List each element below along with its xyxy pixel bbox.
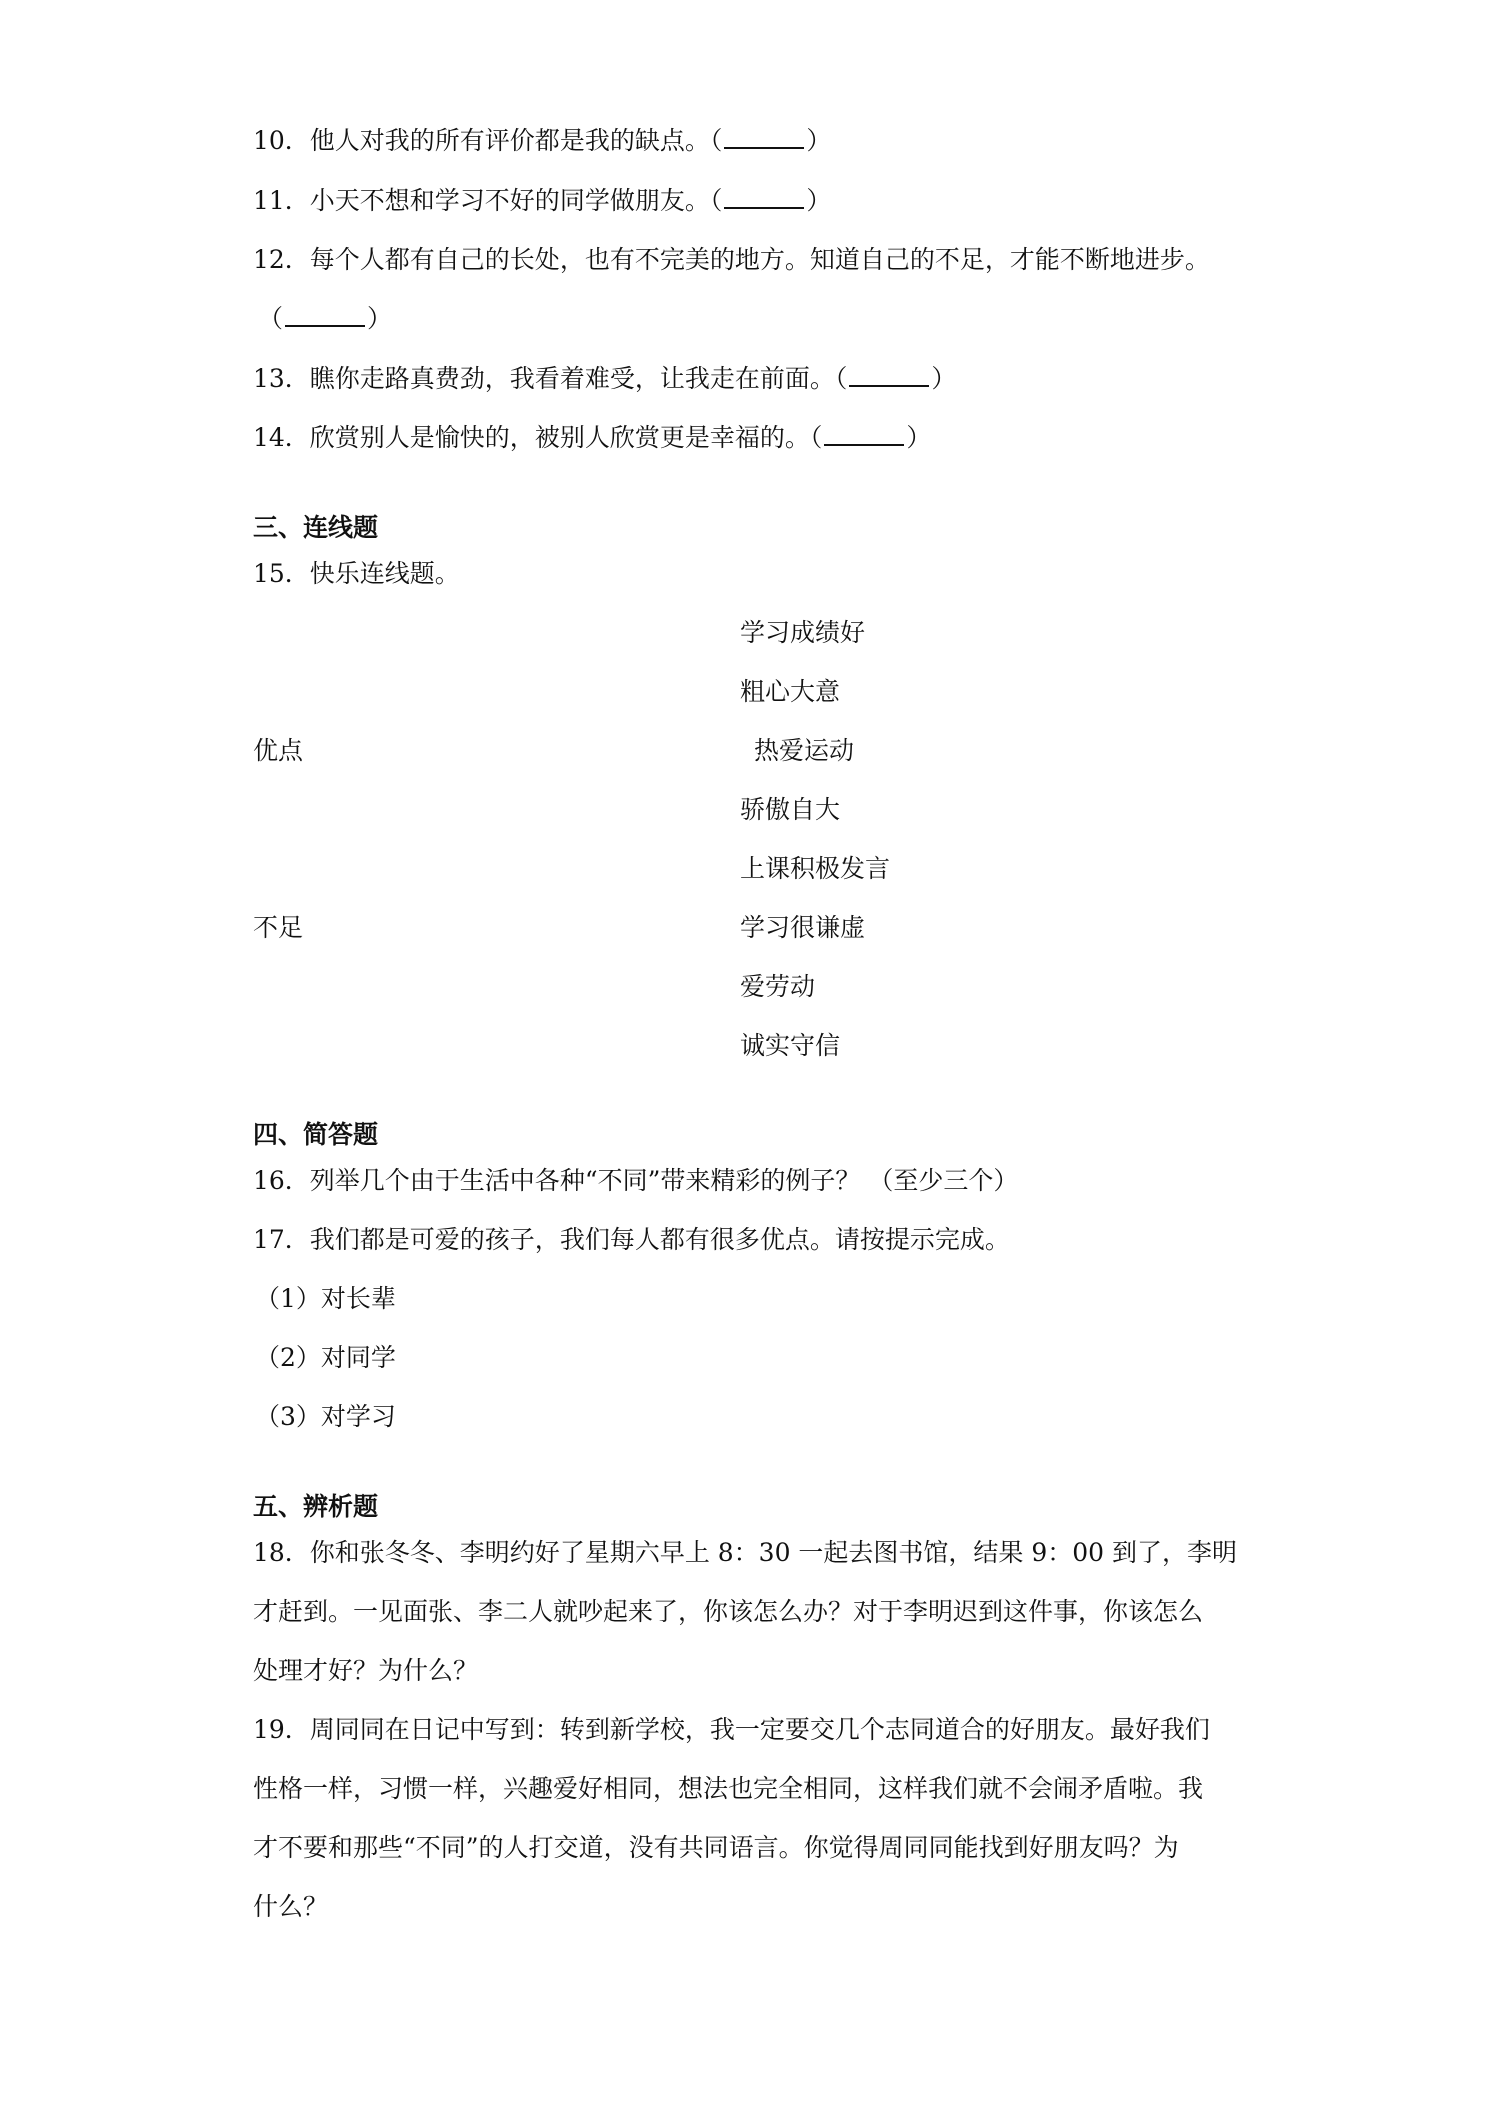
question-17-sub-1: （1）对长辈 (255, 1284, 396, 1313)
question-10: 10．他人对我的所有评价都是我的缺点。（ ） (253, 126, 832, 155)
section-heading-analysis: 五、辨析题 (253, 1492, 379, 1521)
match-right-item[interactable]: 粗心大意 (740, 677, 841, 706)
question-12-answer: （ ） (258, 304, 393, 333)
question-18-line-2: 才赶到。一见面张、李二人就吵起来了，你该怎么办？对于李明迟到这件事，你该怎么 (253, 1597, 1204, 1626)
section-heading-short-answer: 四、简答题 (253, 1120, 379, 1149)
question-18-line-1: 18．你和张冬冬、李明约好了星期六早上 8：30 一起去图书馆，结果 9：00 到了，李明 (253, 1538, 1238, 1567)
match-right-item[interactable]: 爱劳动 (740, 972, 816, 1001)
match-right-item[interactable]: 热爱运动 (754, 736, 855, 765)
question-11: 11．小天不想和学习不好的同学做朋友。（ ） (253, 186, 832, 215)
match-right-item[interactable]: 诚实守信 (740, 1031, 841, 1060)
question-17-sub-3: （3）对学习 (255, 1402, 396, 1431)
answer-blank[interactable] (849, 363, 929, 387)
question-18-line-3: 处理才好？为什么？ (253, 1656, 479, 1685)
section-heading-matching: 三、连线题 (253, 513, 379, 542)
match-right-item[interactable]: 骄傲自大 (740, 795, 841, 824)
question-15: 15．快乐连线题。 (253, 559, 460, 588)
question-13: 13．瞧你走路真费劲，我看着难受，让我走在前面。（ ） (253, 364, 957, 393)
question-19-line-3: 才不要和那些“不同”的人打交道，没有共同语言。你觉得周同同能找到好朋友吗？为 (253, 1833, 1179, 1862)
question-19-line-2: 性格一样，习惯一样，兴趣爱好相同，想法也完全相同，这样我们就不会闹矛盾啦。我 (253, 1774, 1204, 1803)
question-14: 14．欣赏别人是愉快的，被别人欣赏更是幸福的。（ ） (253, 423, 932, 452)
match-right-item[interactable]: 学习很谦虚 (740, 913, 866, 942)
match-right-item[interactable]: 学习成绩好 (740, 618, 866, 647)
match-right-item[interactable]: 上课积极发言 (740, 854, 891, 883)
question-16: 16．列举几个由于生活中各种“不同”带来精彩的例子？ （至少三个） (253, 1166, 1019, 1195)
answer-blank[interactable] (724, 125, 804, 149)
match-left-weakness[interactable]: 不足 (253, 913, 304, 942)
question-17: 17．我们都是可爱的孩子，我们每人都有很多优点。请按提示完成。 (253, 1225, 1010, 1254)
question-17-sub-2: （2）对同学 (255, 1343, 396, 1372)
answer-blank[interactable] (824, 422, 904, 446)
question-19-line-4: 什么？ (253, 1892, 329, 1921)
answer-blank[interactable] (285, 303, 365, 327)
question-19-line-1: 19．周同同在日记中写到：转到新学校，我一定要交几个志同道合的好朋友。最好我们 (253, 1715, 1210, 1744)
question-12: 12．每个人都有自己的长处，也有不完美的地方。知道自己的不足，才能不断地进步。 (253, 245, 1210, 274)
match-left-strength[interactable]: 优点 (253, 736, 304, 765)
answer-blank[interactable] (724, 185, 804, 209)
